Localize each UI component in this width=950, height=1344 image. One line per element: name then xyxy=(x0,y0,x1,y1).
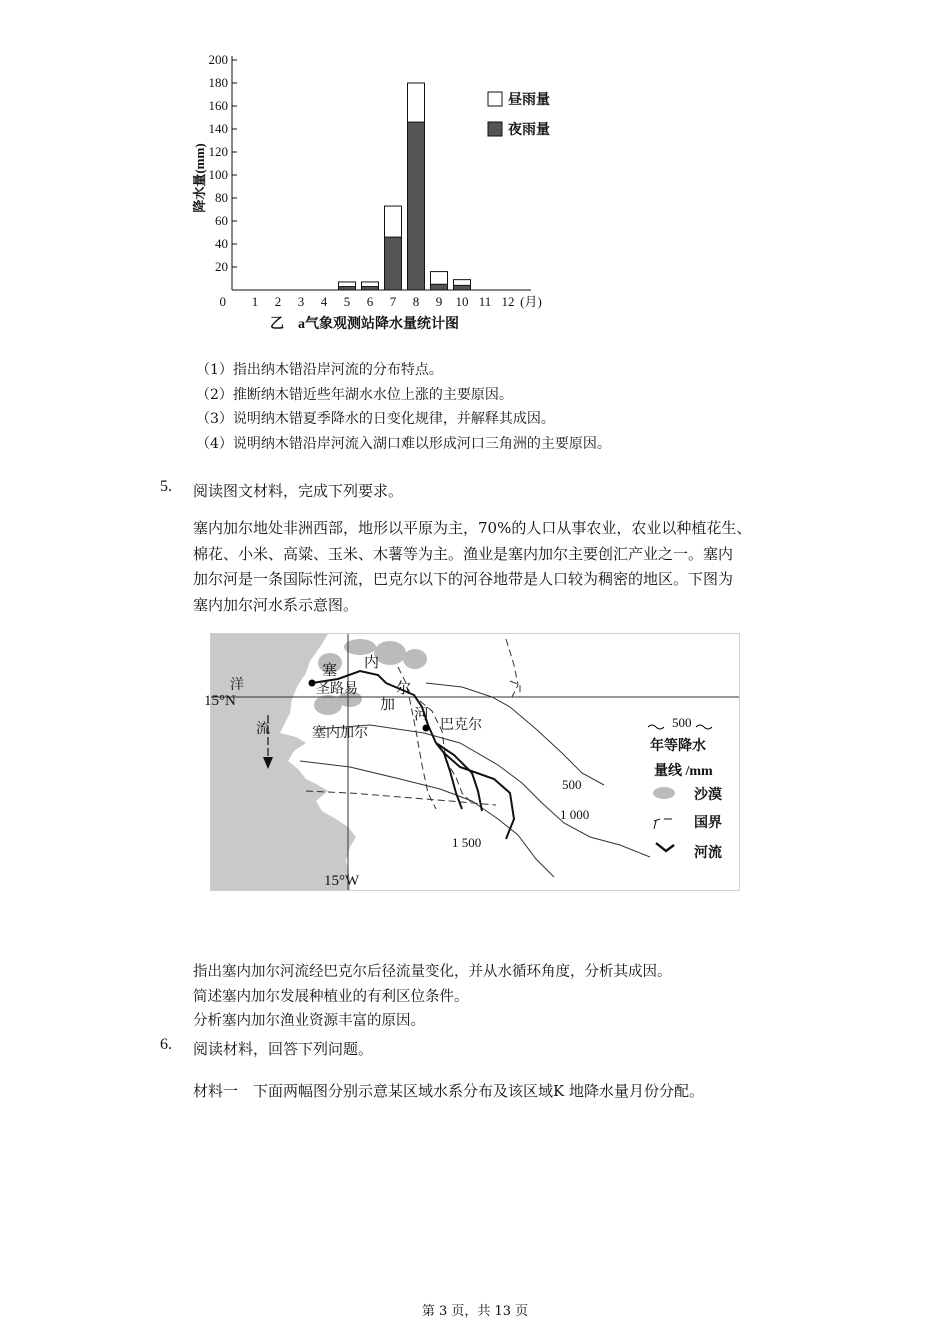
q5-question-2: 简述塞内加尔发展种植业的有利区位条件。 xyxy=(193,988,469,1005)
q6-number: 6. xyxy=(160,1036,172,1053)
legend-label-day: 昼雨量 xyxy=(508,93,550,108)
q5-material-line-1: 塞内加尔地处非洲西部，地形以平原为主，70%的人口从事农业，农业以种植花生、 xyxy=(193,519,752,537)
bar-night-rain xyxy=(362,287,379,290)
x-tick-label: 8 xyxy=(412,294,420,309)
legend-isohyet-value: 500 xyxy=(672,715,692,730)
y-tick-label: 20 xyxy=(215,259,228,274)
q5-material-line-3: 加尔河是一条国际性河流，巴克尔以下的河谷地带是人口较为稠密的地区。下图为 xyxy=(193,570,734,588)
isohyet-label-500: 500 xyxy=(562,777,582,792)
river-char-3: 加 xyxy=(380,697,396,713)
bar-night-rain xyxy=(385,237,402,290)
x-tick-label: 6 xyxy=(366,294,374,309)
q4-question-4: （4）说明纳木错沿岸河流入湖口难以形成河口三角洲的主要原因。 xyxy=(196,435,611,452)
x-tick-label: 12 xyxy=(501,294,515,309)
q4-question-list xyxy=(196,358,611,456)
legend-swatch-day xyxy=(488,92,502,106)
isohyet-label-1500: 1 500 xyxy=(452,835,482,850)
q4-question-3: （3）说明纳木错夏季降水的日变化规律，并解释其成因。 xyxy=(196,411,555,427)
x-tick-label: 3 xyxy=(297,294,305,309)
chart-title: 乙 a气象观测站降水量统计图 xyxy=(270,317,459,332)
q6-material: 材料一 下面两幅图分别示意某区域水系分布及该区域K 地降水量月份分配。 xyxy=(193,1082,704,1100)
x-tick-label: 7 xyxy=(389,294,397,309)
legend-border-label: 国界 xyxy=(694,816,722,831)
x-tick-label: 10 xyxy=(455,294,469,309)
q4-question-2: （2）推断纳木错近些年湖水水位上涨的主要原因。 xyxy=(196,386,513,403)
q4-question-1: （1）指出纳木错沿岸河流的分布特点。 xyxy=(196,362,443,378)
y-tick-label: 180 xyxy=(208,75,228,90)
y-tick-label: 60 xyxy=(215,213,228,228)
legend-swatch-night xyxy=(488,122,502,136)
x-tick-label: 9 xyxy=(435,294,443,309)
river-char-2: 内 xyxy=(364,655,380,671)
x-tick-label: 4 xyxy=(320,294,328,309)
river-char-5: 河 xyxy=(414,707,430,723)
bar-night-rain xyxy=(454,285,471,290)
bar-night-rain xyxy=(431,284,448,290)
q5-title: 阅读图文材料，完成下列要求。 xyxy=(193,482,404,500)
bar-night-rain xyxy=(339,287,356,290)
saint-louis-city-dot xyxy=(309,680,316,687)
q5-material xyxy=(193,516,813,618)
ocean-label-1: 洋 xyxy=(230,678,244,693)
saint-louis-label: 圣路易 xyxy=(316,682,358,697)
river-char-4: 尔 xyxy=(396,681,412,697)
y-tick-label: 40 xyxy=(215,236,228,251)
page-footer: 第 3 页，共 13 页 xyxy=(421,1304,529,1319)
x-tick-label: (月) xyxy=(520,294,542,309)
x-tick-label: 1 xyxy=(251,294,259,309)
latitude-label: 15°N xyxy=(204,693,236,709)
x-tick-label: 11 xyxy=(478,294,492,309)
y-tick-label: 200 xyxy=(208,52,228,67)
legend-desert-label: 沙漠 xyxy=(694,788,722,803)
country-label: 塞内加尔 xyxy=(312,726,368,741)
q5-material-line-4: 塞内加尔河水系示意图。 xyxy=(193,595,359,614)
bakel-city-dot xyxy=(423,725,430,732)
river-char-1: 塞 xyxy=(322,663,338,679)
bar-night-rain xyxy=(408,122,425,290)
legend-isohyet-label-2: 量线 /mm xyxy=(654,764,713,779)
q5-number: 5. xyxy=(160,478,172,495)
ocean-label-2: 流 xyxy=(256,722,270,737)
x-tick-label: 5 xyxy=(343,294,351,309)
x-tick-label: 2 xyxy=(274,294,282,309)
y-tick-label: 120 xyxy=(208,144,228,159)
y-tick-label: 80 xyxy=(215,190,228,205)
y-tick-label: 140 xyxy=(208,121,228,136)
q6-title: 阅读材料，回答下列问题。 xyxy=(193,1040,374,1058)
q5-question-list xyxy=(193,960,672,1034)
q5-question-3: 分析塞内加尔渔业资源丰富的原因。 xyxy=(193,1013,425,1029)
isohyet-label-1000: 1 000 xyxy=(560,807,590,822)
y-tick-label: 100 xyxy=(208,167,228,182)
senegal-river-map xyxy=(204,633,740,891)
longitude-label: 15°W xyxy=(324,873,360,889)
q5-question-1: 指出塞内加尔河流经巴克尔后径流量变化，并从水循环角度，分析其成因。 xyxy=(193,964,672,980)
legend-river-label: 河流 xyxy=(694,846,722,861)
q5-material-line-2: 棉花、小米、高粱、玉米、木薯等为主。渔业是塞内加尔主要创汇产业之一。塞内 xyxy=(193,544,734,563)
legend-desert-symbol xyxy=(653,787,675,799)
legend-label-night: 夜雨量 xyxy=(508,123,550,138)
x-tick-label: 0 xyxy=(219,294,226,309)
y-axis-label: 降水量(mm) xyxy=(192,143,207,213)
bakel-label: 巴克尔 xyxy=(440,718,482,733)
precipitation-chart xyxy=(188,48,588,338)
legend-isohyet-label-1: 年等降水 xyxy=(650,739,706,754)
y-tick-label: 160 xyxy=(208,98,228,113)
